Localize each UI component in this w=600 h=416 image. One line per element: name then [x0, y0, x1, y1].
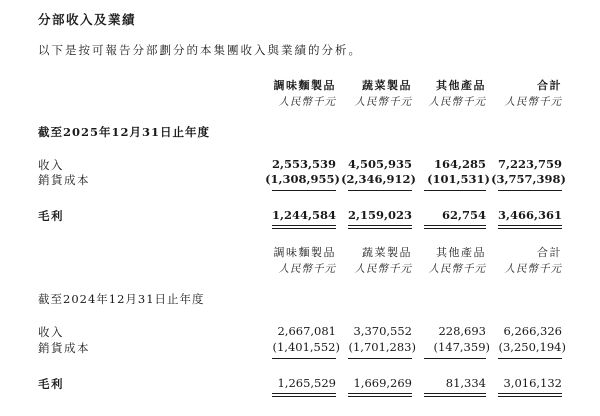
row-label-revenue: 收入	[38, 325, 64, 339]
total-double-rule	[498, 393, 562, 397]
table-cell: 7,223,759	[497, 157, 562, 171]
total-double-rule	[272, 393, 336, 397]
intro-text: 以下是按可報告分部劃分的本集團收入與業績的分析。	[38, 43, 362, 57]
table-cell: (3,757,398)	[491, 172, 566, 186]
row-label-cost-of-sales: 銷貨成本	[38, 341, 90, 355]
unit-label: 人民幣千元	[278, 96, 336, 108]
unit-label: 人民幣千元	[504, 263, 562, 275]
unit-label: 人民幣千元	[504, 96, 562, 108]
table-cell: 2,159,023	[347, 208, 412, 222]
row-label-gross-profit: 毛利	[38, 377, 64, 391]
column-header-total: 合計	[537, 79, 562, 92]
column-header-seasoned-noodle: 調味麵製品	[273, 246, 336, 259]
subtotal-rule	[498, 358, 562, 359]
table-cell: (1,401,552)	[272, 340, 340, 354]
table-cell: 3,466,361	[497, 208, 562, 222]
total-double-rule	[424, 225, 486, 229]
table-cell: 3,016,132	[503, 376, 562, 390]
unit-label: 人民幣千元	[354, 96, 412, 108]
column-header-seasoned-noodle: 調味麵製品	[273, 79, 336, 92]
table-cell: 1,669,269	[353, 376, 412, 390]
table-cell: (1,701,283)	[348, 340, 416, 354]
unit-label: 人民幣千元	[278, 263, 336, 275]
subtotal-rule	[348, 190, 412, 191]
row-label-gross-profit: 毛利	[38, 209, 64, 223]
subtotal-rule	[272, 358, 336, 359]
column-header-other: 其他產品	[436, 246, 486, 259]
period-heading-2024: 截至2024年12月31日止年度	[38, 292, 205, 306]
table-cell: 164,285	[433, 157, 486, 171]
period-heading-2025: 截至2025年12月31日止年度	[38, 125, 211, 139]
total-double-rule	[348, 225, 412, 229]
table-cell: 62,754	[441, 208, 486, 222]
subtotal-rule	[272, 190, 336, 191]
column-header-total: 合計	[537, 246, 562, 259]
subtotal-rule	[348, 358, 412, 359]
section-title: 分部收入及業績	[38, 12, 137, 27]
unit-label: 人民幣千元	[354, 263, 412, 275]
total-double-rule	[498, 225, 562, 229]
subtotal-rule	[424, 358, 486, 359]
table-cell: 2,667,081	[277, 324, 336, 338]
table-cell: 2,553,539	[271, 157, 336, 171]
table-cell: 4,505,935	[347, 157, 412, 171]
total-double-rule	[272, 225, 336, 229]
table-cell: 3,370,552	[353, 324, 412, 338]
table-cell: 1,265,529	[277, 376, 336, 390]
column-header-vegetable: 蔬菜製品	[362, 246, 412, 259]
column-header-vegetable: 蔬菜製品	[362, 79, 412, 92]
table-cell: (1,308,955)	[265, 172, 340, 186]
table-cell: 1,244,584	[271, 208, 336, 222]
total-double-rule	[348, 393, 412, 397]
column-header-other: 其他產品	[436, 79, 486, 92]
table-cell: (3,250,194)	[498, 340, 566, 354]
unit-label: 人民幣千元	[428, 263, 486, 275]
total-double-rule	[424, 393, 486, 397]
table-cell: (2,346,912)	[341, 172, 416, 186]
row-label-revenue: 收入	[38, 158, 64, 172]
table-cell: 6,266,326	[503, 324, 562, 338]
unit-label: 人民幣千元	[428, 96, 486, 108]
table-cell: (147,359)	[433, 340, 490, 354]
table-cell: (101,531)	[427, 172, 490, 186]
table-cell: 81,334	[445, 376, 486, 390]
table-cell: 228,693	[438, 324, 486, 338]
subtotal-rule	[498, 190, 562, 191]
subtotal-rule	[424, 190, 486, 191]
row-label-cost-of-sales: 銷貨成本	[38, 173, 90, 187]
